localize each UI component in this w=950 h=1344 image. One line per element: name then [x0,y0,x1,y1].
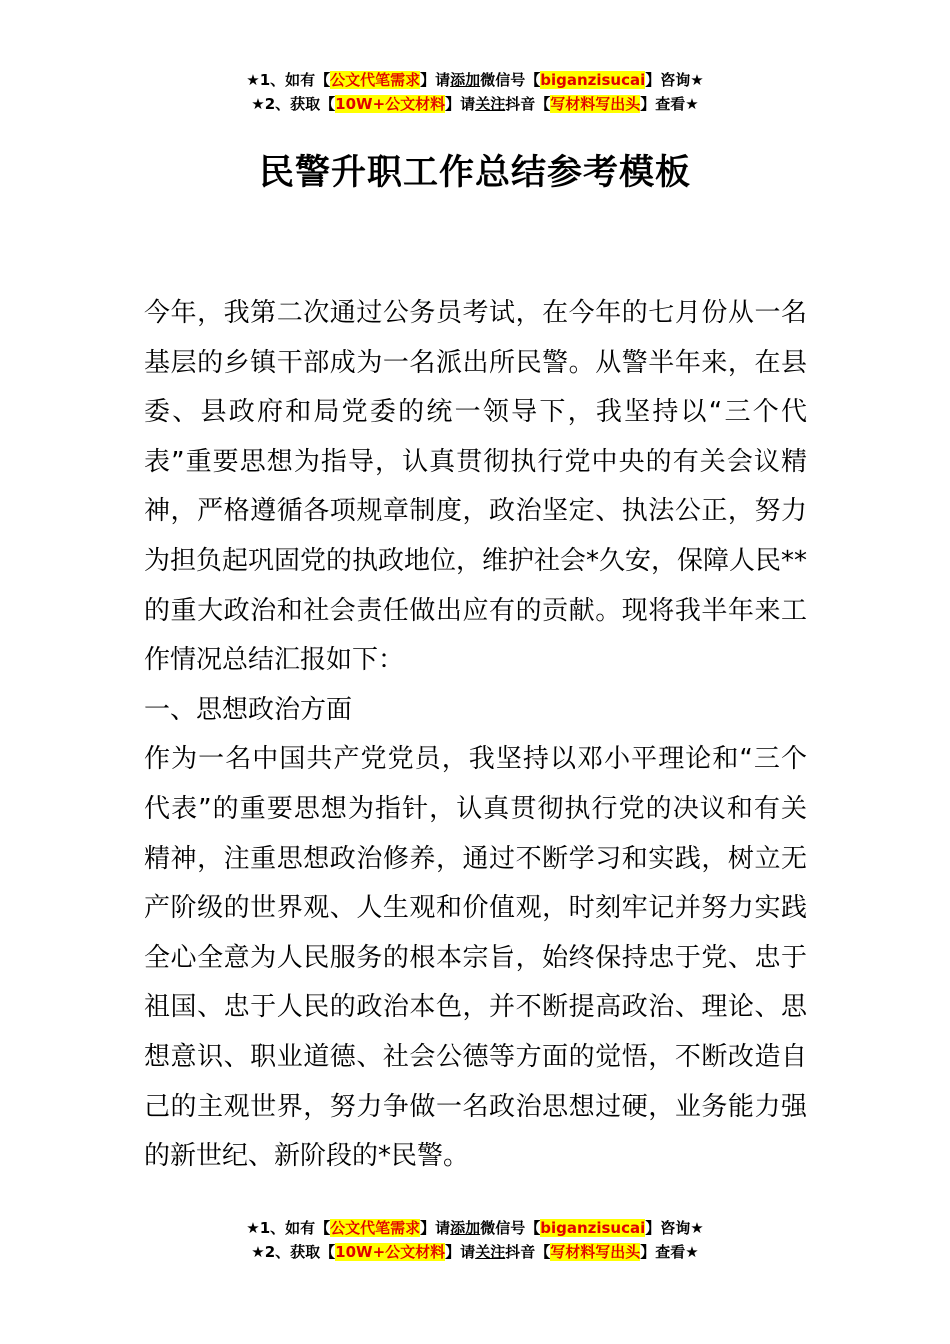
highlight-douyin-account: 写材料写出头 [550,95,641,113]
highlight-materials: 10W+公文材料 [335,95,446,113]
highlight-materials: 10W+公文材料 [335,1243,446,1261]
banner-text: 微信号【 [480,71,541,89]
star-icon: ★ [246,71,260,89]
banner-text: 抖音【 [505,95,551,113]
underlined-add: 添加 [450,1219,481,1237]
banner-text: 1、如有【 [259,71,331,89]
star-icon: ★ [690,71,704,89]
banner-line-2 [0,1240,950,1264]
paragraph-ideology: 作为一名中国共产党党员，我坚持以邓小平理论和“三个代表”的重要思想为指针，认真贯彻执行党的决议和有关精神，注重思想政治修养，通过不断学习和实践，树立无产阶级的世界观、人生观和价值观，时刻牢记并努力实践全心全意为人民服务的根本宗旨，始终保持忠于党、忠于祖国、忠于人民的政治本色，并不断提高政治、理论、思想意识、职业道德、社会公德等方面的觉悟，不断改造自己的主观世界，努力争做一名政治思想过硬，业务能力强的新世纪、新阶段的*民警。 [144,744,807,1172]
banner-line-1 [0,68,950,92]
header-banner [0,68,950,116]
star-icon: ★ [685,1243,699,1261]
footer-banner [0,1216,950,1264]
banner-line-2 [0,92,950,116]
star-icon: ★ [246,1219,260,1237]
banner-text: 】咨询 [645,1219,691,1237]
underlined-follow: 关注 [475,1243,506,1261]
highlight-service: 公文代笔需求 [330,71,421,89]
star-icon: ★ [690,1219,704,1237]
banner-text: 】请 [420,71,451,89]
banner-text: 】咨询 [645,71,691,89]
document-body [144,289,807,1182]
banner-text: 】请 [445,95,476,113]
banner-text: 2、获取【 [264,1243,336,1261]
banner-text: 】请 [420,1219,451,1237]
paragraph-intro: 今年，我第二次通过公务员考试，在今年的七月份从一名基层的乡镇干部成为一名派出所民警。从警半年来，在县委、县政府和局党委的统一领导下，我坚持以“三个代表”重要思想为指导，认真贯彻执行党中央的有关会议精神，严格遵循各项规章制度，政治坚定、执法公正，努力为担负起巩固党的执政地位，维护社会*久安，保障人民**的重大政治和社会责任做出应有的贡献。现将我半年来工作情况总结汇报如下： [144,298,808,676]
highlight-service: 公文代笔需求 [330,1219,421,1237]
banner-text: 微信号【 [480,1219,541,1237]
underlined-follow: 关注 [475,95,506,113]
banner-text: 1、如有【 [259,1219,331,1237]
highlight-wechat-id: biganzisucai [540,1219,646,1237]
star-icon: ★ [685,95,699,113]
banner-text: 】请 [445,1243,476,1261]
banner-text: 抖音【 [505,1243,551,1261]
underlined-add: 添加 [450,71,481,89]
banner-text: 2、获取【 [264,95,336,113]
highlight-douyin-account: 写材料写出头 [550,1243,641,1261]
banner-line-1 [0,1216,950,1240]
document-title: 民警升职工作总结参考模板 [258,153,691,193]
star-icon: ★ [251,95,265,113]
banner-text: 】查看 [640,95,686,113]
star-icon: ★ [251,1243,265,1261]
section-heading: 一、思想政治方面 [144,694,353,725]
banner-text: 】查看 [640,1243,686,1261]
highlight-wechat-id: biganzisucai [540,71,646,89]
